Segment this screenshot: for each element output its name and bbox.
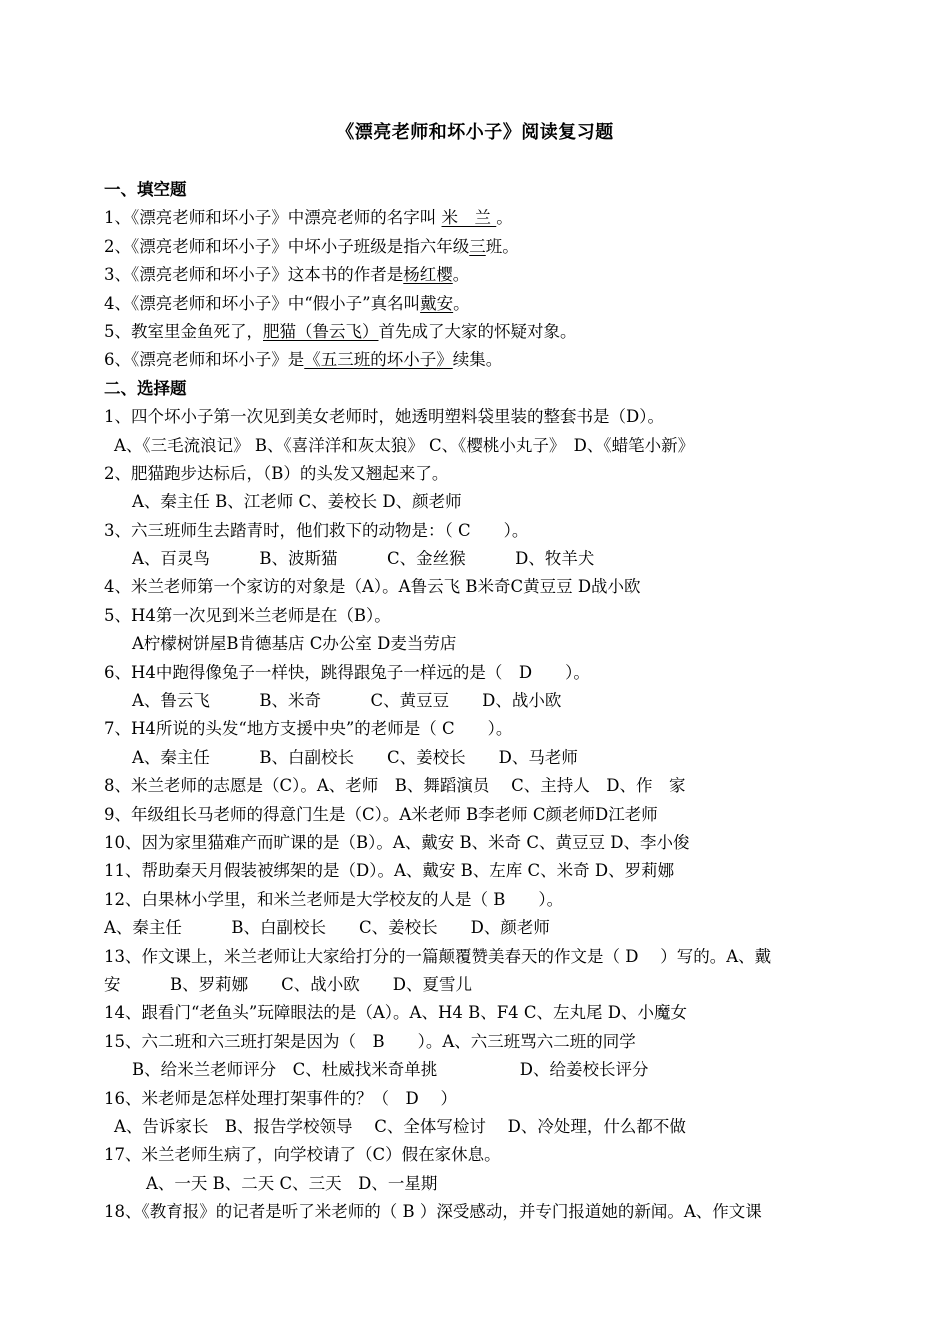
document-body [104, 176, 852, 1226]
choice-options: A、秦主任 B、白副校长 C、姜校长 D、马老师 [132, 747, 578, 767]
answer-underlined: 三 [469, 236, 486, 256]
choice-question: 8、米兰老师的志愿是（C）。A、老师 B、舞蹈演员 C、主持人 D、作 家 [104, 776, 686, 796]
answer-underlined: 米 兰 [441, 208, 497, 228]
choice-question: 3、六三班师生去踏青时，他们救下的动物是：（ C ）。 [104, 520, 529, 540]
fill-blank-question [104, 290, 852, 318]
choice-question: 10、因为家里猫难产而旷课的是（B）。A、戴安 B、米奇 C、黄豆豆 D、李小俊 [104, 832, 690, 852]
choice-question: 13、作文课上，米兰老师让大家给打分的一篇颠覆赞美春天的作文是（ D ）写的。A、戴 [104, 946, 772, 966]
question-text: 首先成了大家的怀疑对象。 [378, 321, 577, 341]
choice-question: 18、《教育报》的记者是听了米老师的（ B ）深受感动，并专门报道她的新闻。A、作文课 [104, 1202, 762, 1222]
choice-question: 16、米老师是怎样处理打架事件的？（ D ） [104, 1088, 457, 1108]
choice-question: 1、四个坏小子第一次见到美女老师时，她透明塑料袋里装的整套书是（D）。 [104, 407, 664, 427]
question-text: 1、《漂亮老师和坏小子》中漂亮老师的名字叫 [104, 208, 442, 228]
choice-question: 17、米兰老师生病了，向学校请了（C）假在家休息。 [104, 1145, 501, 1165]
choice-options: B、给米兰老师评分 C、杜威找米奇单挑 D、给姜校长评分 [132, 1060, 649, 1080]
choice-question: 2、肥猫跑步达标后，（B）的头发又翘起来了。 [104, 463, 449, 483]
fill-blank-question [104, 318, 852, 346]
answer-underlined: 《五三班的坏小子》 [304, 350, 453, 370]
question-text: 。 [453, 293, 470, 313]
choice-options: 安 B、罗莉娜 C、战小欧 D、夏雪儿 [104, 974, 472, 994]
choice-options: A柠檬树饼屋B肯德基店 C办公室 D麦当劳店 [132, 634, 457, 654]
choice-question: 11、帮助秦天月假装被绑架的是（D）。A、戴安 B、左库 C、米奇 D、罗莉娜 [104, 861, 675, 881]
choice-question: 5、H4第一次见到米兰老师是在（B）。 [104, 605, 391, 625]
choice-question: 6、H4中跑得像兔子一样快，跳得跟兔子一样远的是（ D ）。 [104, 662, 590, 682]
fill-blank-question [104, 346, 852, 374]
document-title: 《漂亮老师和坏小子》阅读复习题 [336, 122, 614, 143]
choice-options: A、秦主任 B、江老师 C、姜校长 D、颜老师 [132, 492, 462, 512]
fill-blank-question [104, 233, 852, 261]
choice-options: A、告诉家长 B、报告学校领导 C、全体写检讨 D、冷处理，什么都不做 [114, 1116, 686, 1136]
choice-question: 9、年级组长马老师的得意门生是（C）。A米老师 B李老师 C颜老师D江老师 [104, 804, 658, 824]
choice-options: A、鲁云飞 B、米奇 C、黄豆豆 D、战小欧 [132, 691, 562, 711]
choice-question: 4、米兰老师第一个家访的对象是（A）。A鲁云飞 B米奇C黄豆豆 D战小欧 [104, 577, 641, 597]
question-text: 2、《漂亮老师和坏小子》中坏小子班级是指六年级 [104, 236, 470, 256]
section-heading-fill-blank: 一、填空题 [104, 180, 187, 199]
question-text: 班。 [485, 236, 519, 256]
question-text: 。 [496, 208, 513, 228]
choice-options: A、《三毛流浪记》 B、《喜洋洋和灰太狼》 C、《樱桃小丸子》 D、《蜡笔小新》 [114, 435, 695, 455]
fill-blank-question [104, 204, 852, 232]
answer-underlined: 戴安 [420, 293, 454, 313]
choice-question: 7、H4所说的头发“地方支援中央”的老师是（ C ）。 [104, 719, 513, 739]
question-text: 4、《漂亮老师和坏小子》中“假小子”真名叫 [104, 293, 421, 313]
section-heading-multiple-choice: 二、选择题 [104, 378, 187, 398]
choice-question: 14、跟看门“老鱼头”玩障眼法的是（A）。A、H4 B、F4 C、左丸尾 D、小魔女 [104, 1003, 687, 1023]
question-text: 续集。 [452, 350, 503, 370]
fill-blank-question [104, 261, 852, 289]
question-text: 。 [452, 265, 470, 285]
answer-underlined: 肥猫（鲁云飞） [263, 321, 379, 341]
choice-question: 15、六二班和六三班打架是因为（ B ）。A、六三班骂六二班的同学 [104, 1031, 636, 1051]
question-text: 3、《漂亮老师和坏小子》这本书的作者是 [104, 265, 404, 285]
question-text: 6、《漂亮老师和坏小子》是 [104, 350, 305, 370]
question-text: 5、教室里金鱼死了， [104, 321, 263, 341]
choice-options: A、百灵鸟 B、波斯猫 C、金丝猴 D、牧羊犬 [132, 549, 595, 569]
answer-underlined: 杨红樱 [403, 265, 453, 285]
choice-options: A、一天 B、二天 C、三天 D、一星期 [146, 1173, 438, 1193]
choice-options: A、秦主任 B、白副校长 C、姜校长 D、颜老师 [104, 918, 550, 938]
choice-question: 12、白果林小学里，和米兰老师是大学校友的人是（ B ）。 [104, 889, 564, 909]
